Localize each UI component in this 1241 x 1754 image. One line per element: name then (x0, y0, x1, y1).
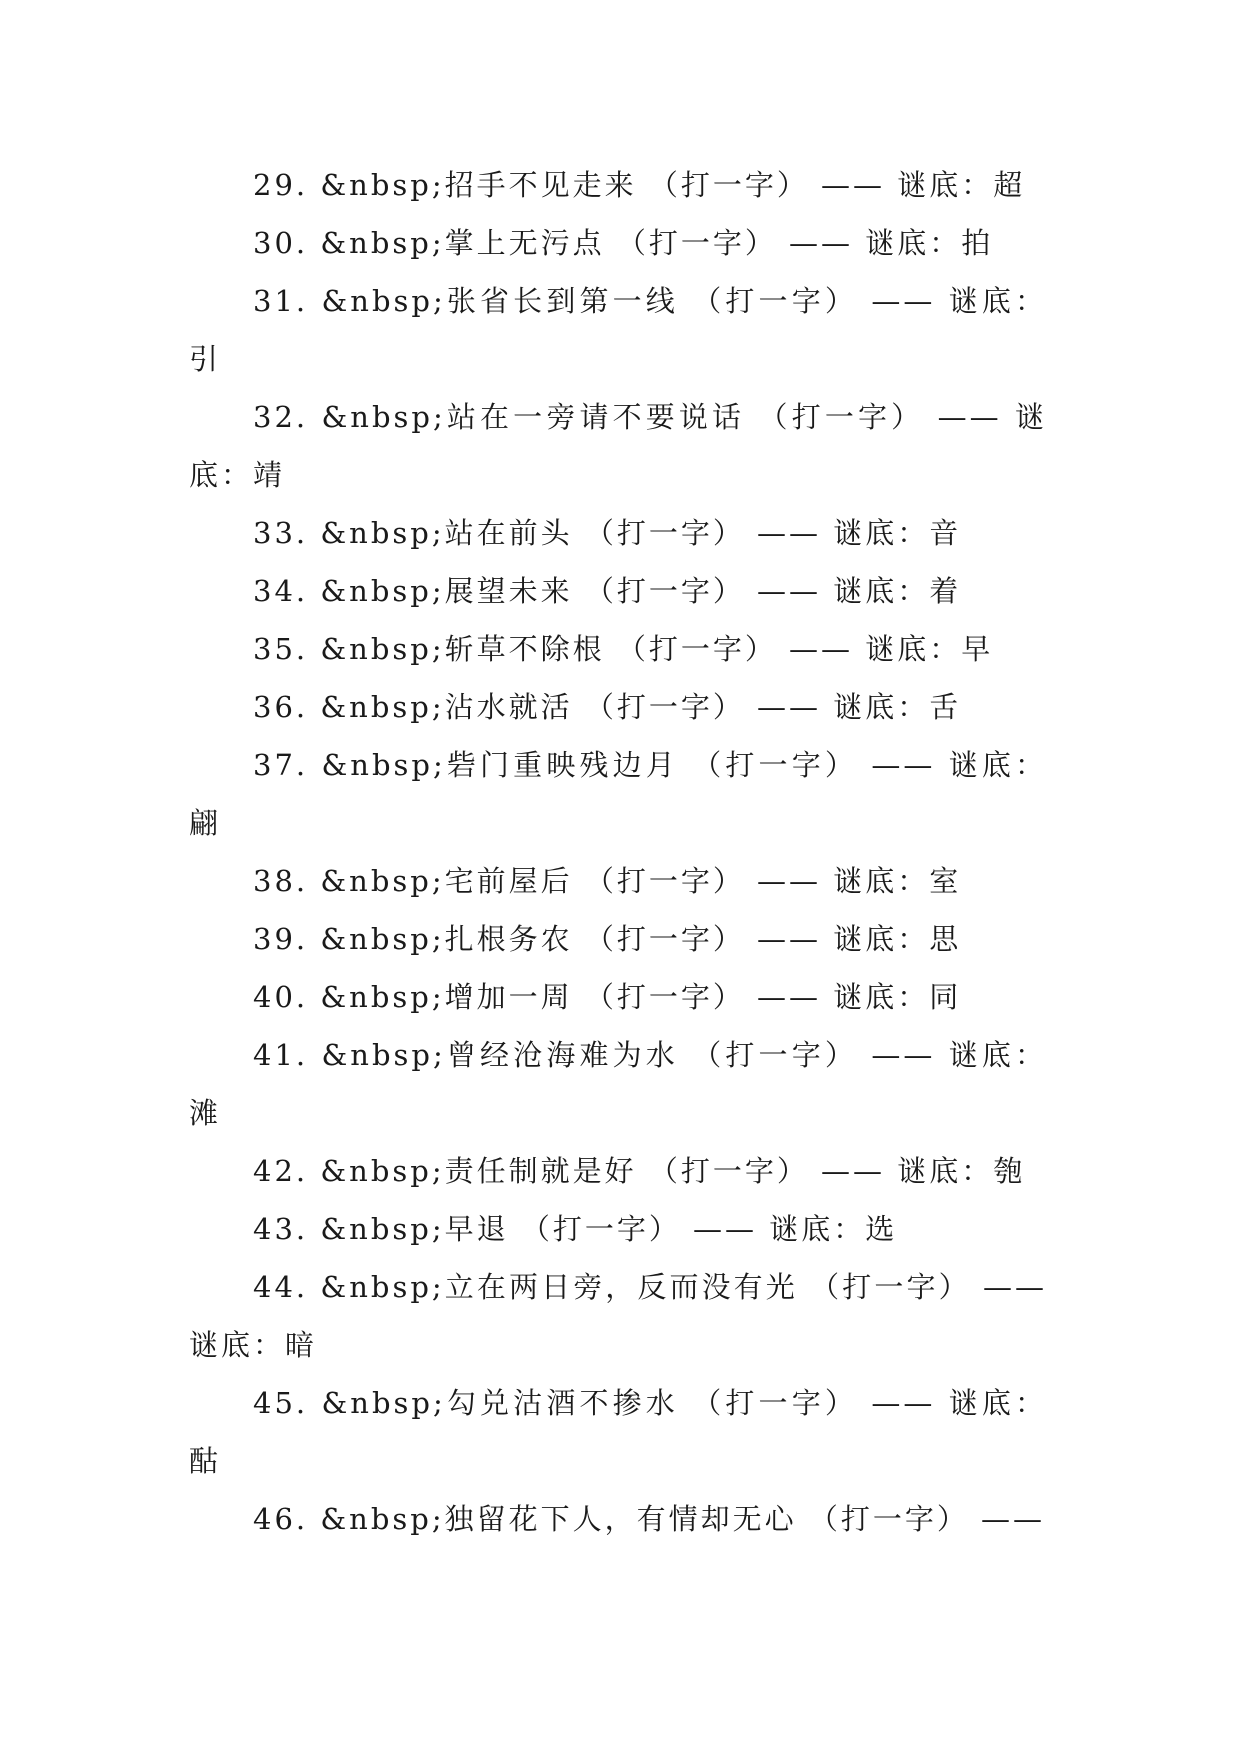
riddle-46: 46. &nbsp;独留花下人，有情却无心 （打一字） —— (253, 1502, 1046, 1536)
riddle-41: 41. &nbsp;曾经沧海难为水 （打一字） —— 谜底：滩 (189, 1038, 1047, 1130)
riddle-31: 31. &nbsp;张省长到第一线 （打一字） —— 谜底：引 (189, 284, 1047, 376)
riddle-39: 39. &nbsp;扎根务农 （打一字） —— 谜底：思 (253, 922, 962, 956)
riddle-30: 30. &nbsp;掌上无污点 （打一字） —— 谜底：拍 (253, 226, 994, 260)
riddle-43: 43. &nbsp;早退 （打一字） —— 谜底：选 (253, 1212, 898, 1246)
riddle-36: 36. &nbsp;沾水就活 （打一字） —— 谜底：舌 (253, 690, 962, 724)
riddle-32: 32. &nbsp;站在一旁请不要说话 （打一字） —— 谜底：靖 (189, 400, 1047, 492)
riddle-45: 45. &nbsp;勾兑沽酒不掺水 （打一字） —— 谜底：酤 (189, 1386, 1047, 1478)
riddle-40: 40. &nbsp;增加一周 （打一字） —— 谜底：同 (253, 980, 962, 1014)
riddle-34: 34. &nbsp;展望未来 （打一字） —— 谜底：着 (253, 574, 962, 608)
riddle-29: 29. &nbsp;招手不见走来 （打一字） —— 谜底：超 (253, 168, 1026, 202)
riddle-42: 42. &nbsp;责任制就是好 （打一字） —— 谜底：匏 (253, 1154, 1026, 1188)
riddle-33: 33. &nbsp;站在前头 （打一字） —— 谜底：音 (253, 516, 962, 550)
riddle-38: 38. &nbsp;宅前屋后 （打一字） —— 谜底：室 (253, 864, 962, 898)
riddle-37: 37. &nbsp;砦门重映残边月 （打一字） —— 谜底：翩 (189, 748, 1047, 840)
riddle-44: 44. &nbsp;立在两日旁，反而没有光 （打一字） —— 谜底：暗 (189, 1270, 1047, 1362)
riddle-35: 35. &nbsp;斩草不除根 （打一字） —— 谜底：早 (253, 632, 994, 666)
document-page (189, 156, 1047, 1548)
